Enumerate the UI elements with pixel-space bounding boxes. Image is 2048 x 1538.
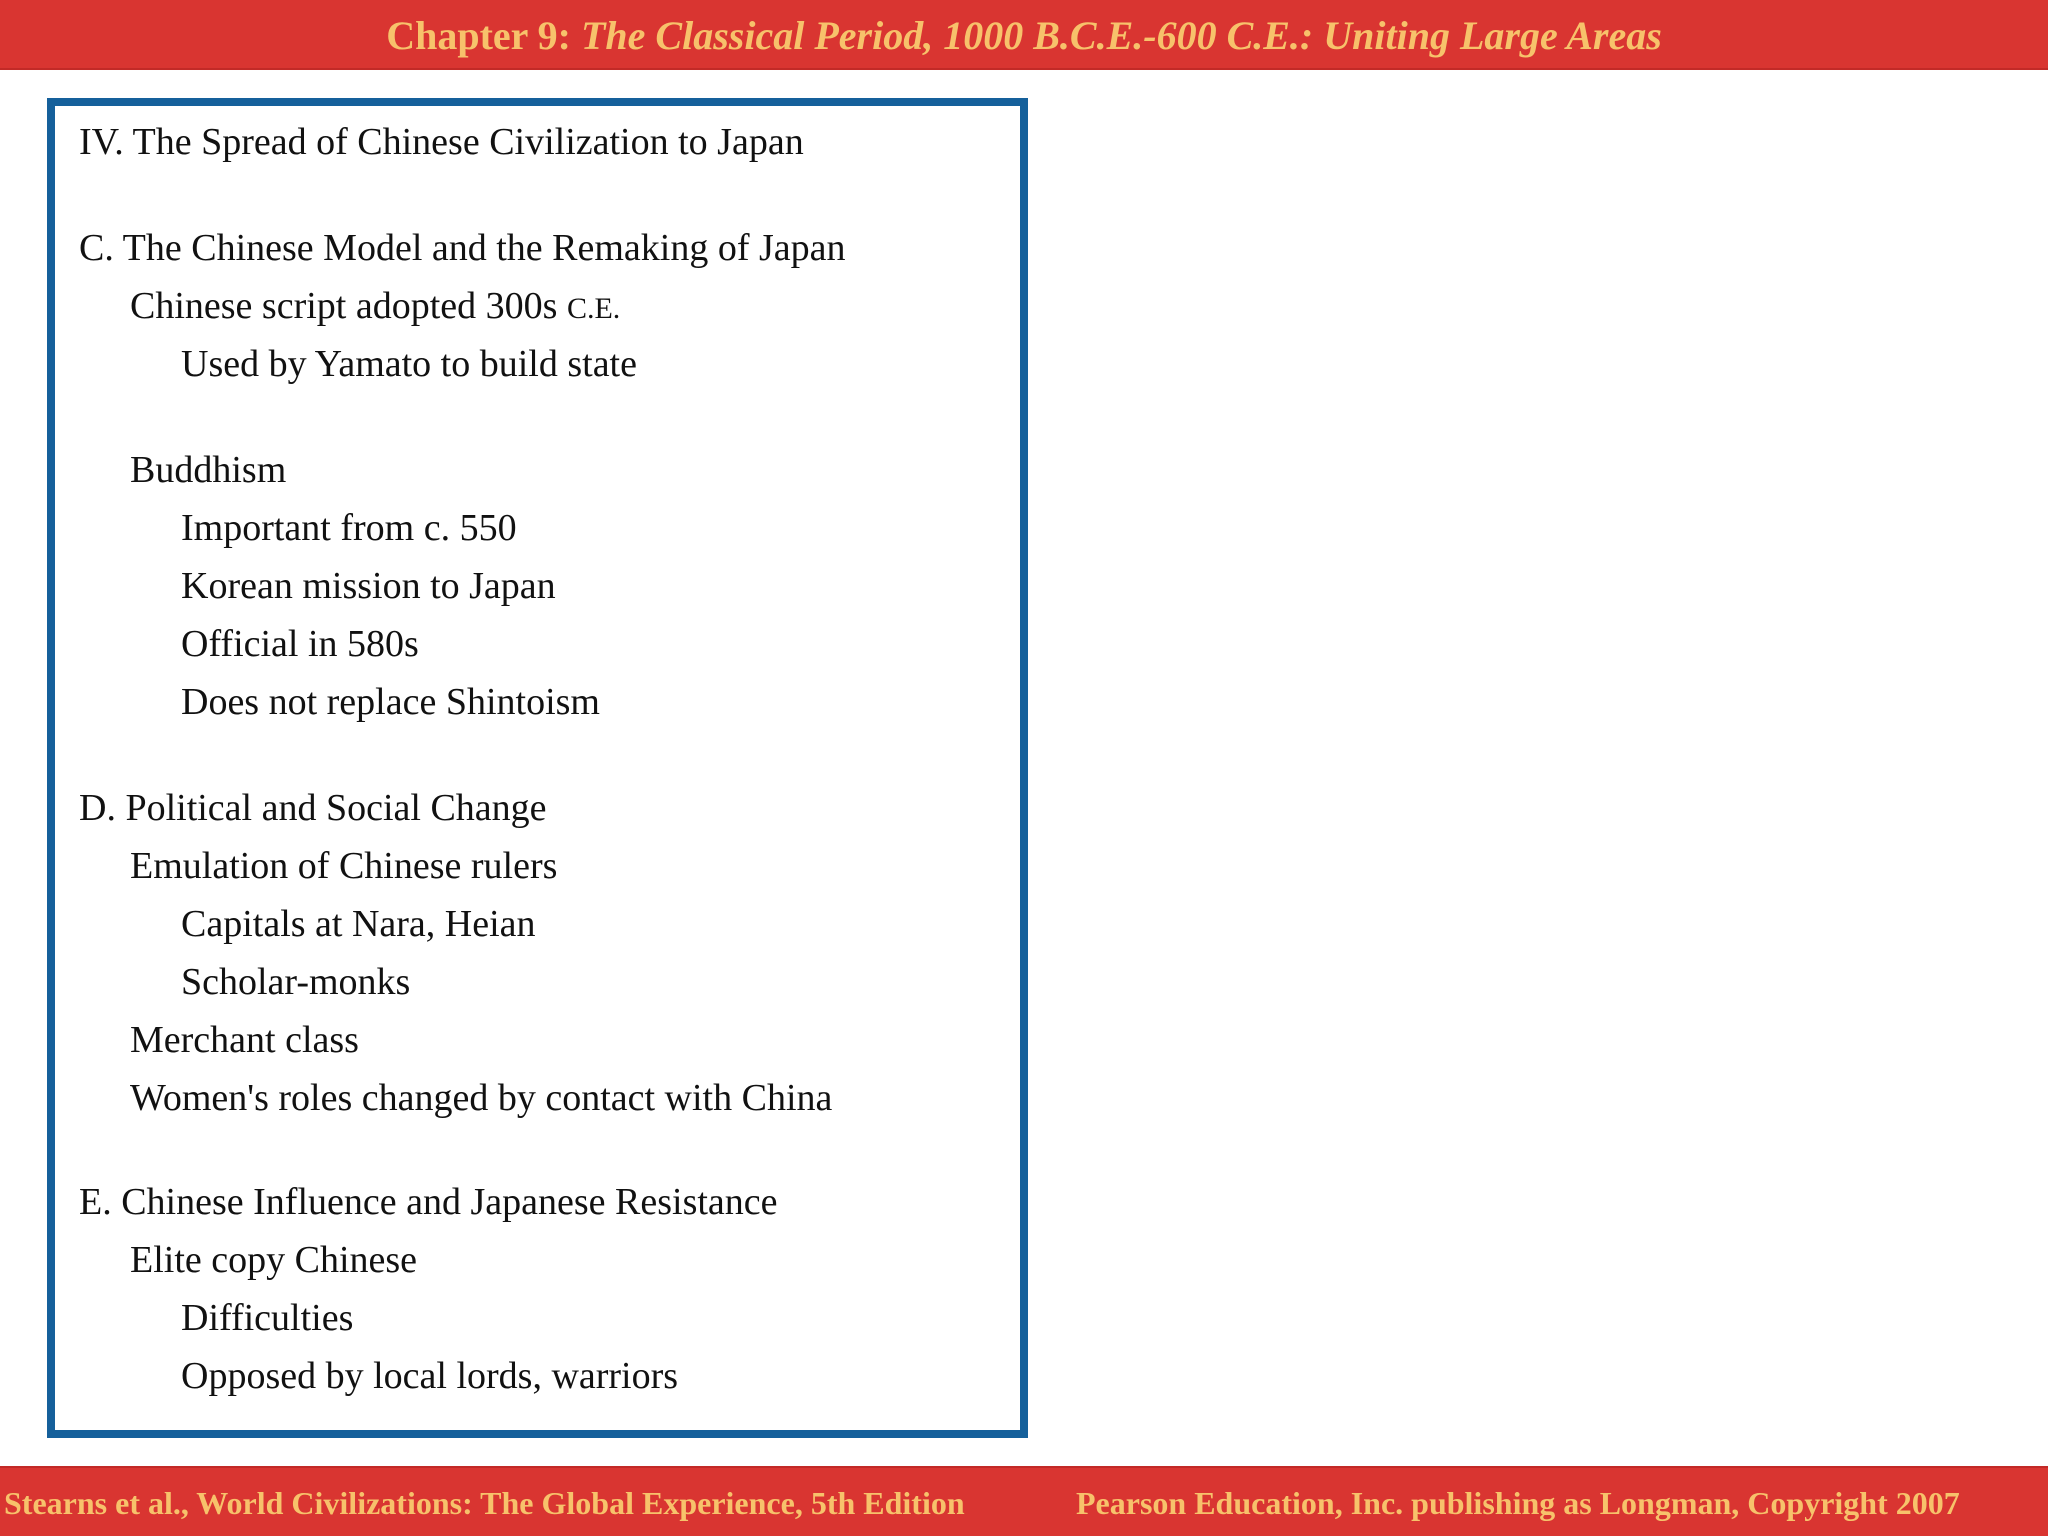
header-bar bbox=[0, 0, 2048, 70]
section-d-heading: D. Political and Social Change bbox=[79, 787, 547, 829]
outline-item: Merchant class bbox=[130, 1019, 359, 1061]
outline-subitem: Does not replace Shintoism bbox=[181, 681, 600, 723]
outline-item: Buddhism bbox=[130, 449, 287, 491]
script-item-text: Chinese script adopted 300s bbox=[130, 285, 558, 327]
chapter-title: The Classical Period, 1000 B.C.E.-600 C.E.: Uniting Large Areas bbox=[581, 13, 1662, 58]
outline-item: Emulation of Chinese rulers bbox=[130, 845, 558, 887]
outline-subitem: Difficulties bbox=[181, 1297, 354, 1339]
outline-item: Elite copy Chinese bbox=[130, 1239, 418, 1281]
outline-box bbox=[47, 98, 1028, 1438]
outline-subitem: Korean mission to Japan bbox=[181, 565, 556, 607]
outline-subitem: Opposed by local lords, warriors bbox=[181, 1355, 679, 1397]
outline-subitem: Used by Yamato to build state bbox=[181, 343, 637, 385]
outline-subitem: Capitals at Nara, Heian bbox=[181, 903, 536, 945]
outline-subitem: Important from c. 550 bbox=[181, 507, 517, 549]
outline-item bbox=[130, 284, 620, 331]
outline-item: Women's roles changed by contact with China bbox=[130, 1077, 833, 1119]
footer-citation: Stearns et al., World Civilizations: The Global Experience, 5th Edition bbox=[4, 1485, 965, 1521]
footer-copyright: Pearson Education, Inc. publishing as Longman, Copyright 2007 bbox=[1076, 1485, 1960, 1521]
script-era: C.E. bbox=[566, 292, 621, 325]
outline-subitem: Scholar-monks bbox=[181, 961, 411, 1003]
section-c-heading: C. The Chinese Model and the Remaking of Japan bbox=[79, 227, 846, 269]
footer-bar bbox=[0, 1466, 2048, 1536]
chapter-label: Chapter 9: bbox=[386, 13, 571, 58]
section-e-heading: E. Chinese Influence and Japanese Resistance bbox=[79, 1181, 778, 1223]
outline-subitem: Official in 580s bbox=[181, 623, 419, 665]
main-heading: IV. The Spread of Chinese Civilization to Japan bbox=[79, 121, 804, 163]
